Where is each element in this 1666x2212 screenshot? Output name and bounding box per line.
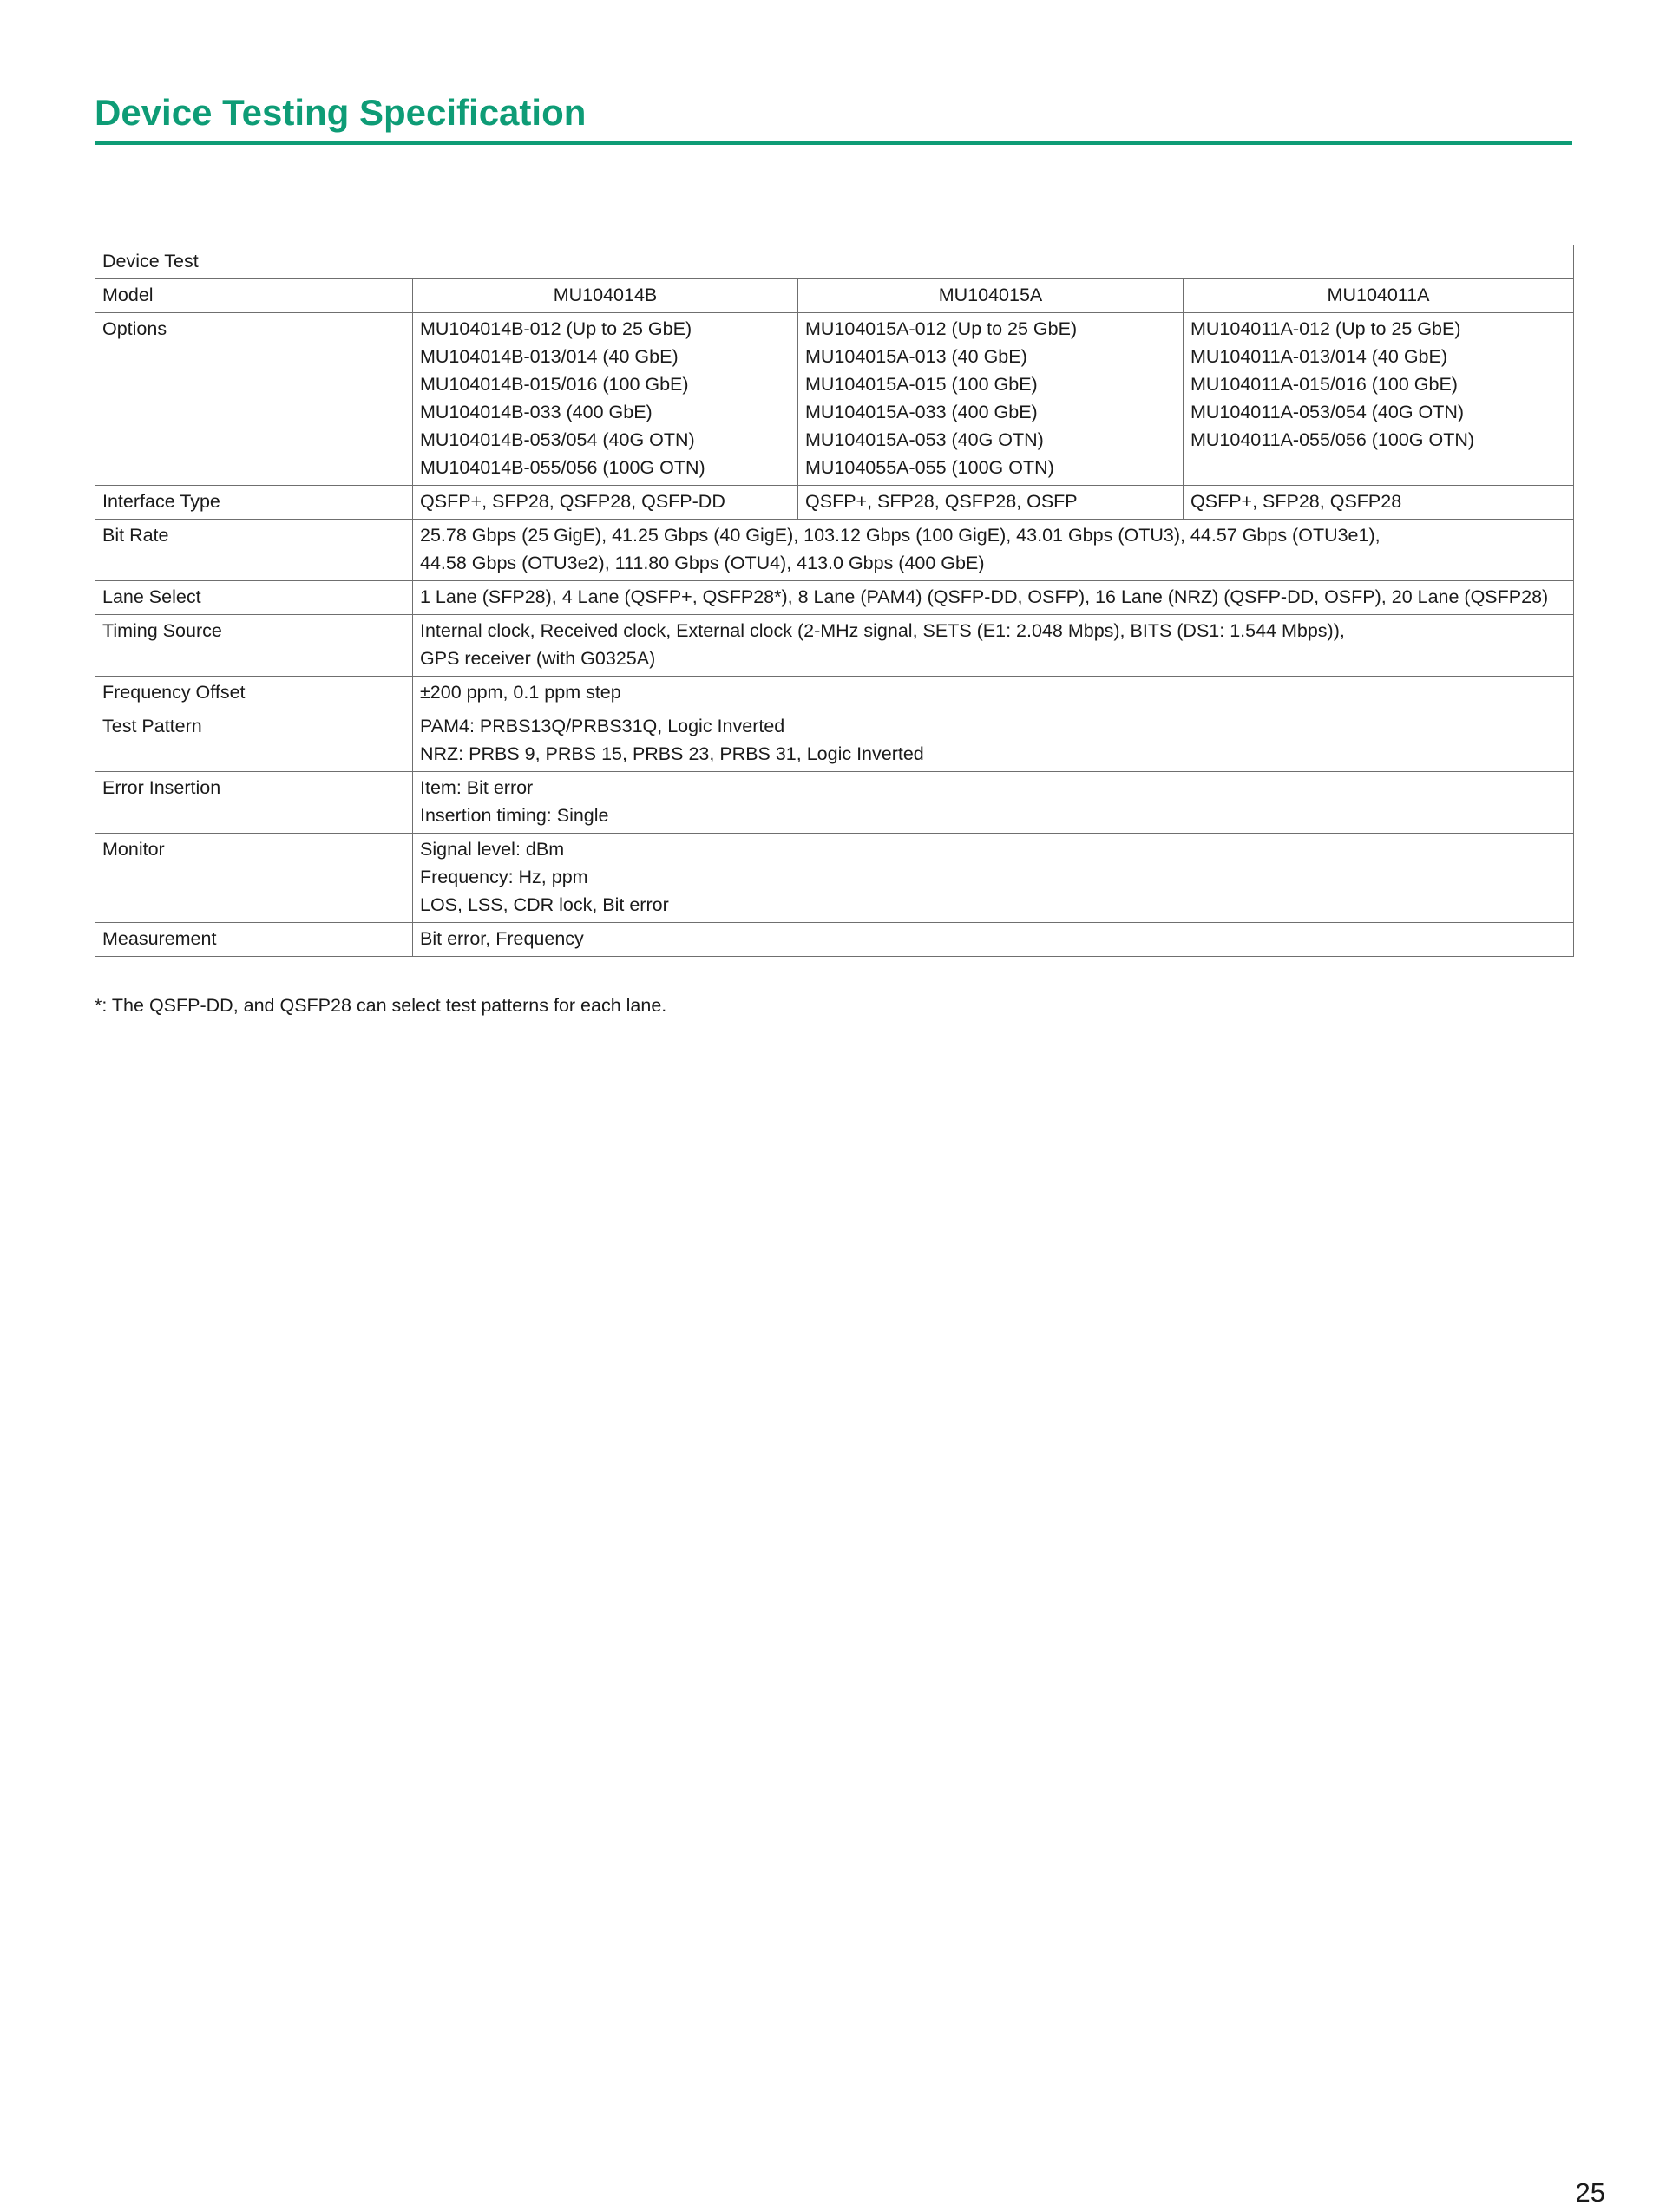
model-name: MU104015A xyxy=(798,279,1184,313)
row-label: Bit Rate xyxy=(95,520,413,581)
table-row-test-pattern xyxy=(95,710,1574,772)
row-label: Frequency Offset xyxy=(95,677,413,710)
row-label: Measurement xyxy=(95,923,413,957)
option-item: MU104055A-055 (100G OTN) xyxy=(805,457,1054,478)
page-number: 25 xyxy=(1575,2177,1605,2208)
lane-select-line: 1 Lane (SFP28), 4 Lane (QSFP+, QSFP28*), 8 Lane (PAM4) (QSFP-DD, OSFP), 16 Lane (NRZ) (QSFP-DD, OSFP), 20 Lane (QSFP28) xyxy=(420,586,1549,607)
frequency-offset-cell xyxy=(413,677,1574,710)
row-label: Timing Source xyxy=(95,615,413,677)
options-cell xyxy=(798,313,1184,486)
measurement-line: Bit error, Frequency xyxy=(420,928,584,949)
option-item: MU104015A-053 (40G OTN) xyxy=(805,429,1044,450)
option-item: MU104011A-015/016 (100 GbE) xyxy=(1190,374,1458,395)
footnote: *: The QSFP-DD, and QSFP28 can select test patterns for each lane. xyxy=(95,995,667,1016)
option-item: MU104015A-033 (400 GbE) xyxy=(805,402,1038,422)
lane-select-cell xyxy=(413,581,1574,615)
error-insertion-line: Insertion timing: Single xyxy=(420,805,609,826)
row-label: Options xyxy=(95,313,413,486)
option-item: MU104015A-015 (100 GbE) xyxy=(805,374,1038,395)
option-item: MU104014B-033 (400 GbE) xyxy=(420,402,653,422)
bit-rate-cell xyxy=(413,520,1574,581)
row-label: Monitor xyxy=(95,834,413,923)
table-row-monitor xyxy=(95,834,1574,923)
frequency-offset-line: ±200 ppm, 0.1 ppm step xyxy=(420,682,621,703)
timing-source-cell xyxy=(413,615,1574,677)
title-divider xyxy=(95,141,1572,145)
option-item: MU104014B-015/016 (100 GbE) xyxy=(420,374,689,395)
option-item: MU104011A-053/054 (40G OTN) xyxy=(1190,402,1465,422)
test-pattern-line: NRZ: PRBS 9, PRBS 15, PRBS 23, PRBS 31, Logic Inverted xyxy=(420,743,924,764)
bit-rate-line: 44.58 Gbps (OTU3e2), 111.80 Gbps (OTU4), 413.0 Gbps (400 GbE) xyxy=(420,553,985,573)
table-row-measurement xyxy=(95,923,1574,957)
row-label: Lane Select xyxy=(95,581,413,615)
option-item: MU104014B-013/014 (40 GbE) xyxy=(420,346,679,367)
table-row-bit-rate xyxy=(95,520,1574,581)
row-label: Model xyxy=(95,279,413,313)
measurement-cell xyxy=(413,923,1574,957)
option-item: MU104014B-055/056 (100G OTN) xyxy=(420,457,705,478)
table-header-row xyxy=(95,245,1574,279)
monitor-line: LOS, LSS, CDR lock, Bit error xyxy=(420,894,669,915)
option-item: MU104015A-013 (40 GbE) xyxy=(805,346,1027,367)
table-row-timing-source xyxy=(95,615,1574,677)
error-insertion-cell xyxy=(413,772,1574,834)
monitor-line: Frequency: Hz, ppm xyxy=(420,867,588,887)
table-row-model xyxy=(95,279,1574,313)
option-item: MU104011A-012 (Up to 25 GbE) xyxy=(1190,318,1461,339)
interface-type-cell: QSFP+, SFP28, QSFP28 xyxy=(1184,486,1574,520)
error-insertion-line: Item: Bit error xyxy=(420,777,534,798)
options-cell xyxy=(413,313,798,486)
device-test-spec-table xyxy=(95,245,1574,957)
timing-source-line: GPS receiver (with G0325A) xyxy=(420,648,656,669)
table-row-lane-select xyxy=(95,581,1574,615)
interface-type-cell: QSFP+, SFP28, QSFP28, OSFP xyxy=(798,486,1184,520)
option-item: MU104011A-055/056 (100G OTN) xyxy=(1190,429,1475,450)
table-row-frequency-offset xyxy=(95,677,1574,710)
timing-source-line: Internal clock, Received clock, External clock (2-MHz signal, SETS (E1: 2.048 Mbps), BITS (DS1: 1.544 Mbps)), xyxy=(420,620,1345,641)
model-name: MU104014B xyxy=(413,279,798,313)
test-pattern-cell xyxy=(413,710,1574,772)
options-cell xyxy=(1184,313,1574,486)
row-label: Error Insertion xyxy=(95,772,413,834)
table-row-error-insertion xyxy=(95,772,1574,834)
row-label: Test Pattern xyxy=(95,710,413,772)
table-row-interface-type xyxy=(95,486,1574,520)
monitor-line: Signal level: dBm xyxy=(420,839,565,860)
test-pattern-line: PAM4: PRBS13Q/PRBS31Q, Logic Inverted xyxy=(420,716,785,736)
model-name: MU104011A xyxy=(1184,279,1574,313)
row-label: Interface Type xyxy=(95,486,413,520)
option-item: MU104014B-053/054 (40G OTN) xyxy=(420,429,695,450)
page-title: Device Testing Specification xyxy=(95,92,587,133)
bit-rate-line: 25.78 Gbps (25 GigE), 41.25 Gbps (40 GigE), 103.12 Gbps (100 GigE), 43.01 Gbps (OTU3), 44.57 Gbps (OTU3e1), xyxy=(420,525,1381,546)
interface-type-cell: QSFP+, SFP28, QSFP28, QSFP-DD xyxy=(413,486,798,520)
option-item: MU104015A-012 (Up to 25 GbE) xyxy=(805,318,1078,339)
table-row-options xyxy=(95,313,1574,486)
option-item: MU104011A-013/014 (40 GbE) xyxy=(1190,346,1448,367)
monitor-cell xyxy=(413,834,1574,923)
option-item: MU104014B-012 (Up to 25 GbE) xyxy=(420,318,692,339)
table-header-cell: Device Test xyxy=(95,245,1574,279)
